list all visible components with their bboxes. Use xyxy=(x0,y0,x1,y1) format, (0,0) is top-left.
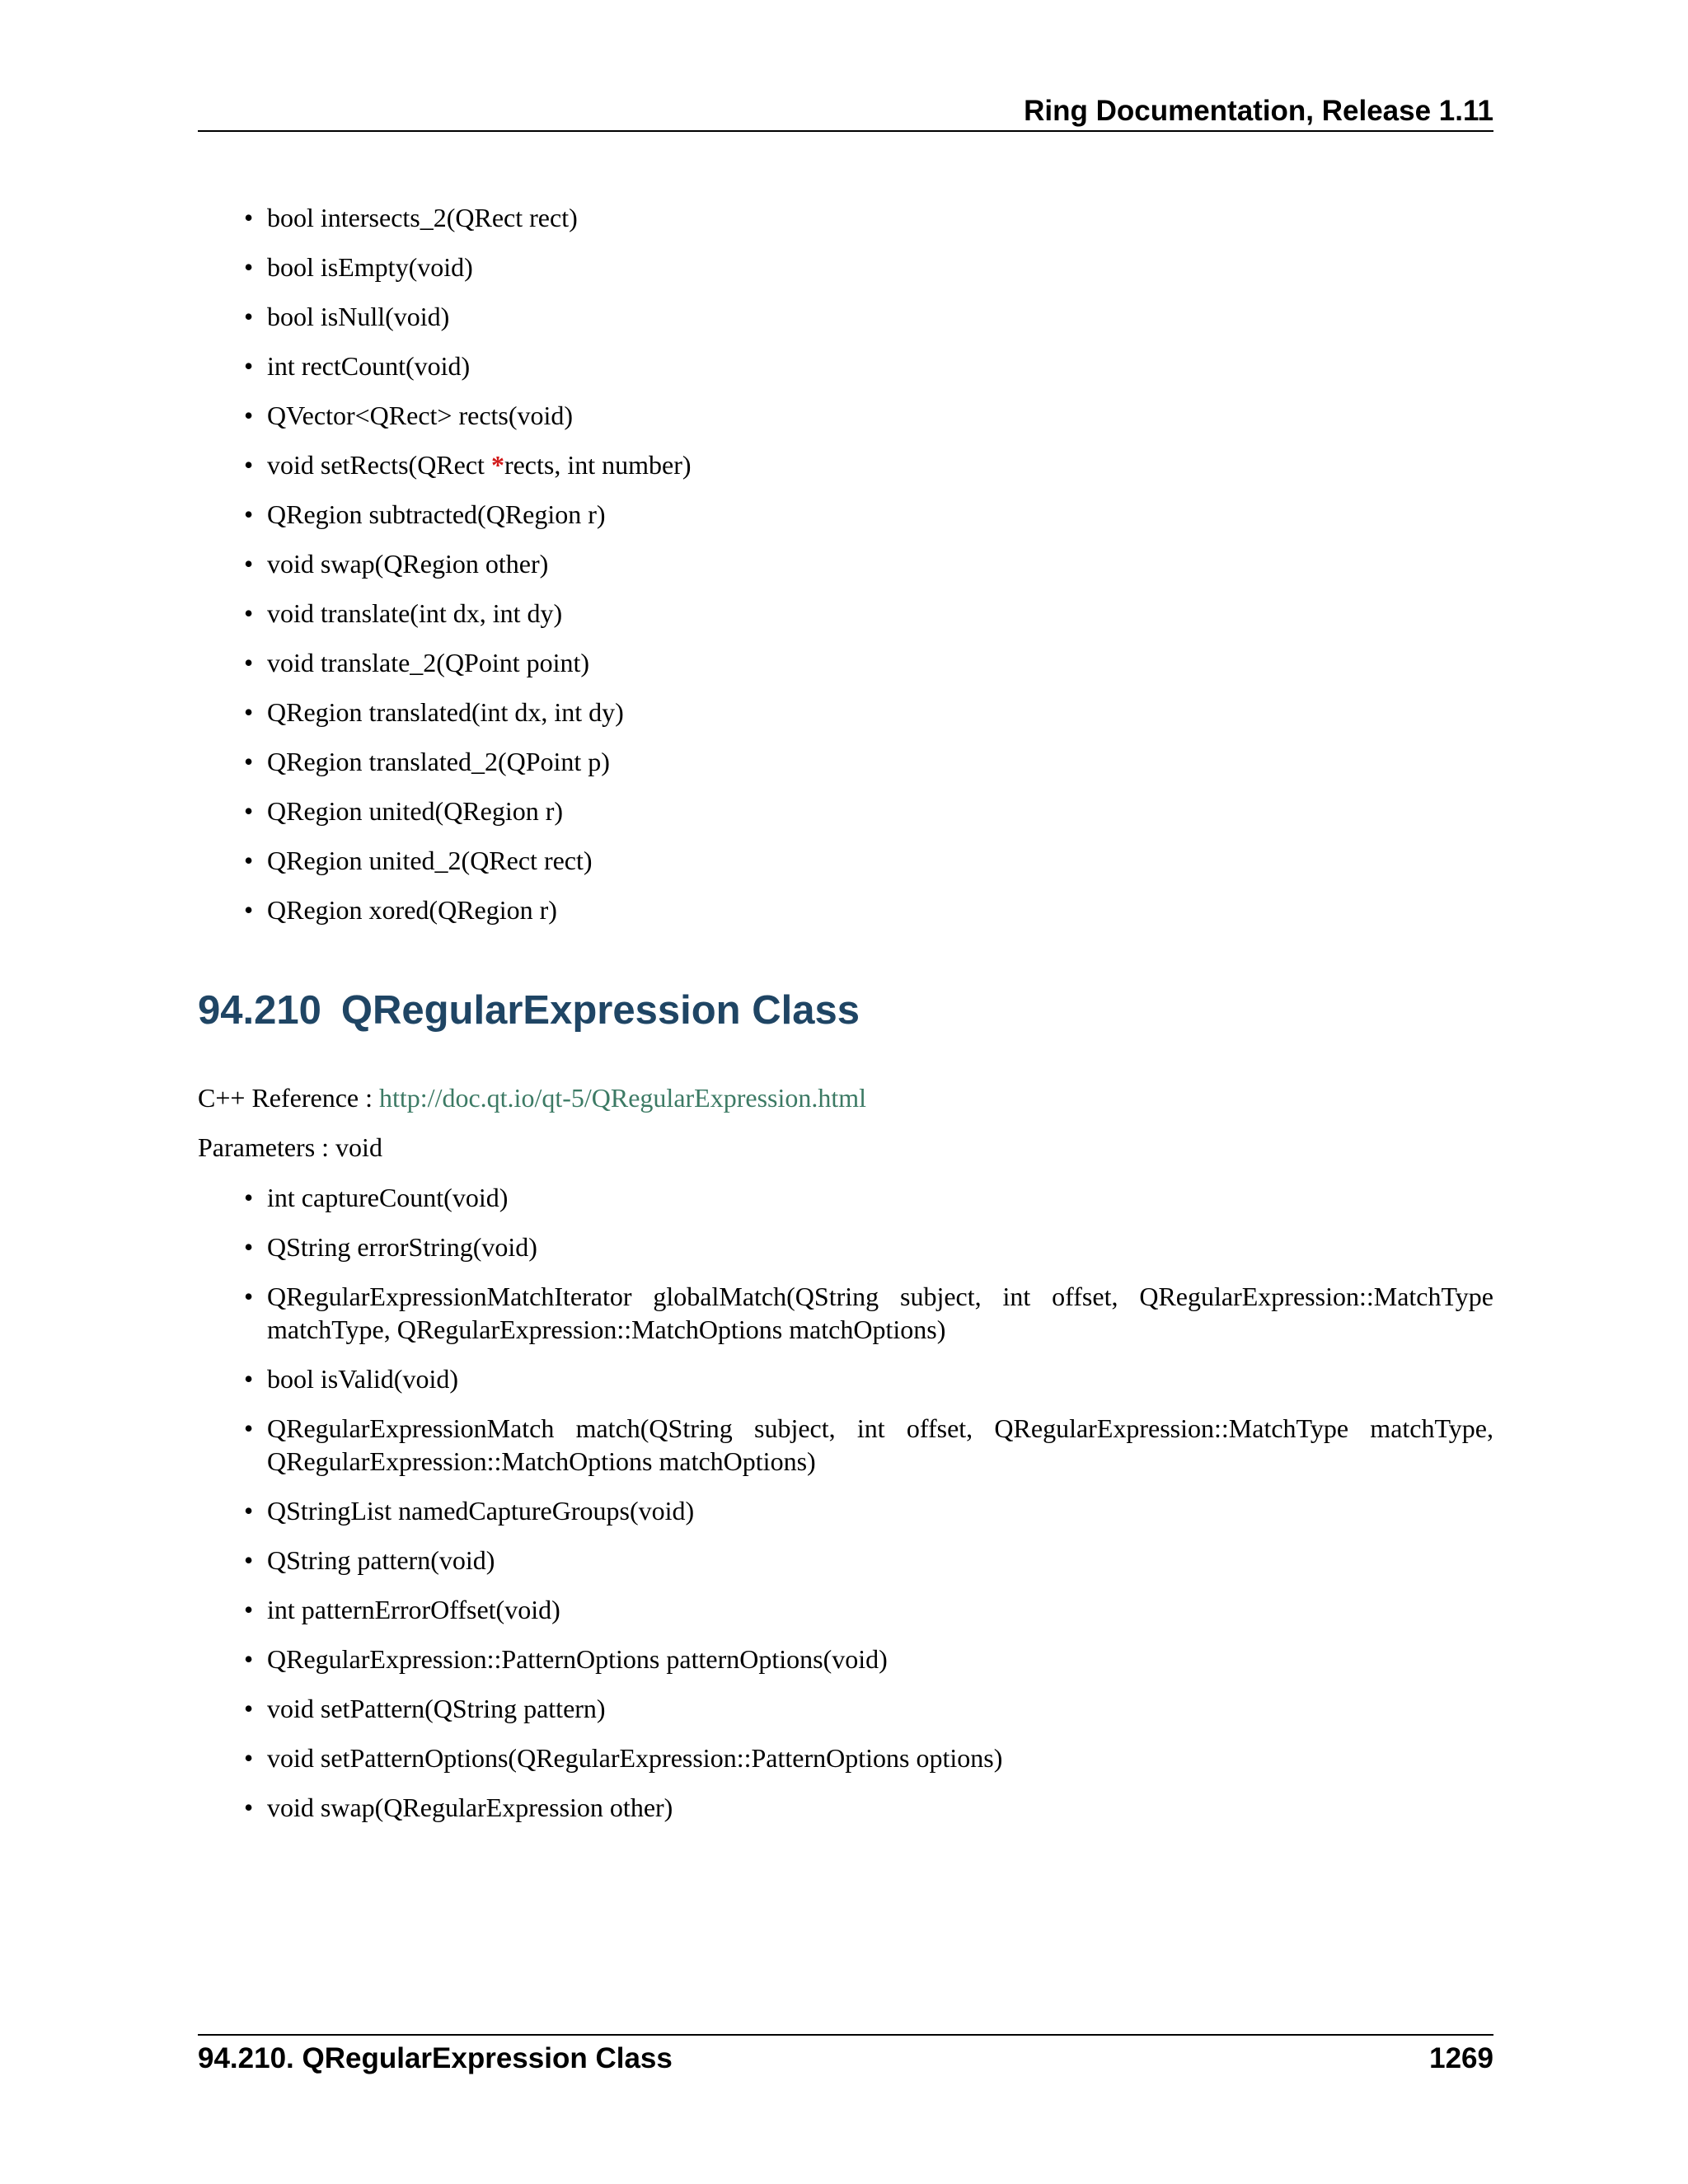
method-signature: void translate_2(QPoint point) xyxy=(267,648,590,677)
method-signature: bool isValid(void) xyxy=(267,1364,458,1394)
bullet-icon: • xyxy=(244,1743,254,1773)
bullet-icon: • xyxy=(244,895,254,925)
method-signature: QRegion translated_2(QPoint p) xyxy=(267,747,610,776)
method-signature: void swap(QRegion other) xyxy=(267,549,549,579)
list-item xyxy=(198,844,1493,877)
footer-divider xyxy=(198,2034,1493,2036)
list-item xyxy=(198,399,1493,432)
bullet-icon: • xyxy=(244,598,254,628)
method-signature: QRegion united_2(QRect rect) xyxy=(267,846,593,875)
qregularexpression-method-list xyxy=(198,1181,1493,1840)
list-item xyxy=(198,498,1493,531)
bullet-icon: • xyxy=(244,1595,254,1624)
bullet-icon: • xyxy=(244,846,254,875)
list-item xyxy=(198,349,1493,382)
list-item xyxy=(198,1741,1493,1774)
method-signature: QString errorString(void) xyxy=(267,1232,537,1262)
bullet-icon: • xyxy=(244,302,254,331)
method-signature: bool isEmpty(void) xyxy=(267,252,473,282)
header-divider xyxy=(198,130,1493,132)
bullet-icon: • xyxy=(244,1793,254,1822)
list-item xyxy=(198,1412,1493,1478)
method-signature: QStringList namedCaptureGroups(void) xyxy=(267,1496,695,1526)
method-signature-part: void setRects(QRect xyxy=(267,450,491,480)
method-signature: bool isNull(void) xyxy=(267,302,450,331)
qregion-method-list xyxy=(198,201,1493,943)
list-item xyxy=(198,1230,1493,1263)
method-signature: void setPatternOptions(QRegularExpression::PatternOptions options) xyxy=(267,1743,1003,1773)
list-item xyxy=(198,1494,1493,1527)
method-signature: QVector<QRect> rects(void) xyxy=(267,401,574,430)
method-signature: void swap(QRegularExpression other) xyxy=(267,1793,673,1822)
list-item xyxy=(198,1692,1493,1725)
page-header-title: Ring Documentation, Release 1.11 xyxy=(1024,95,1493,127)
bullet-icon: • xyxy=(244,1496,254,1526)
list-item xyxy=(198,696,1493,729)
method-signature: QRegion translated(int dx, int dy) xyxy=(267,697,624,727)
method-signature: void translate(int dx, int dy) xyxy=(267,598,563,628)
list-item xyxy=(198,251,1493,284)
bullet-icon: • xyxy=(244,499,254,529)
method-signature: QRegion subtracted(QRegion r) xyxy=(267,499,606,529)
list-item xyxy=(198,1362,1493,1395)
parameters-line: Parameters : void xyxy=(198,1132,382,1162)
method-signature: QRegularExpressionMatch match(QString subject, int offset, QRegularExpression::MatchType matchType, QRegularExpression::MatchOptions matchOptions) xyxy=(267,1413,1493,1476)
list-item xyxy=(198,1791,1493,1824)
method-signature: QString pattern(void) xyxy=(267,1545,495,1575)
list-item xyxy=(198,300,1493,333)
list-item xyxy=(198,547,1493,580)
list-item xyxy=(198,745,1493,778)
bullet-icon: • xyxy=(244,450,254,480)
pointer-star: * xyxy=(490,450,504,480)
list-item xyxy=(198,794,1493,827)
list-item xyxy=(198,1280,1493,1346)
bullet-icon: • xyxy=(244,1282,254,1311)
bullet-icon: • xyxy=(244,1694,254,1723)
method-signature: QRegularExpression::PatternOptions patternOptions(void) xyxy=(267,1644,888,1674)
list-item xyxy=(198,597,1493,630)
bullet-icon: • xyxy=(244,1644,254,1674)
reference-link[interactable]: http://doc.qt.io/qt-5/QRegularExpression.html xyxy=(379,1083,867,1113)
page-number: 1269 xyxy=(1429,2042,1493,2074)
method-signature-part: rects, int number) xyxy=(504,450,692,480)
cpp-reference-line xyxy=(198,1081,866,1114)
bullet-icon: • xyxy=(244,351,254,381)
bullet-icon: • xyxy=(244,1545,254,1575)
list-item xyxy=(198,1643,1493,1675)
bullet-icon: • xyxy=(244,252,254,282)
method-signature: QRegion xored(QRegion r) xyxy=(267,895,557,925)
bullet-icon: • xyxy=(244,203,254,232)
list-item xyxy=(198,1181,1493,1214)
bullet-icon: • xyxy=(244,1232,254,1262)
reference-label: C++ Reference : xyxy=(198,1083,379,1113)
method-signature: bool intersects_2(QRect rect) xyxy=(267,203,578,232)
bullet-icon: • xyxy=(244,1183,254,1212)
bullet-icon: • xyxy=(244,1364,254,1394)
bullet-icon: • xyxy=(244,796,254,826)
list-item xyxy=(198,893,1493,926)
method-signature: int captureCount(void) xyxy=(267,1183,509,1212)
method-signature: QRegion united(QRegion r) xyxy=(267,796,564,826)
bullet-icon: • xyxy=(244,747,254,776)
page-footer xyxy=(198,2041,1493,2077)
list-item xyxy=(198,1544,1493,1577)
bullet-icon: • xyxy=(244,401,254,430)
bullet-icon: • xyxy=(244,648,254,677)
method-signature: QRegularExpressionMatchIterator globalMatch(QString subject, int offset, QRegularExpression::MatchType matchType, QRegularExpression::MatchOptions matchOptions) xyxy=(267,1282,1493,1344)
list-item xyxy=(198,646,1493,679)
section-title-text: QRegularExpression Class xyxy=(340,988,860,1033)
method-signature: void setPattern(QString pattern) xyxy=(267,1694,606,1723)
list-item xyxy=(198,448,1493,481)
bullet-icon: • xyxy=(244,1413,254,1443)
bullet-icon: • xyxy=(244,697,254,727)
list-item xyxy=(198,1593,1493,1626)
section-heading xyxy=(198,986,860,1035)
bullet-icon: • xyxy=(244,549,254,579)
list-item xyxy=(198,201,1493,234)
section-number: 94.210 xyxy=(198,988,321,1033)
method-signature: int patternErrorOffset(void) xyxy=(267,1595,560,1624)
method-signature: int rectCount(void) xyxy=(267,351,471,381)
footer-section-title: 94.210. QRegularExpression Class xyxy=(198,2042,673,2074)
